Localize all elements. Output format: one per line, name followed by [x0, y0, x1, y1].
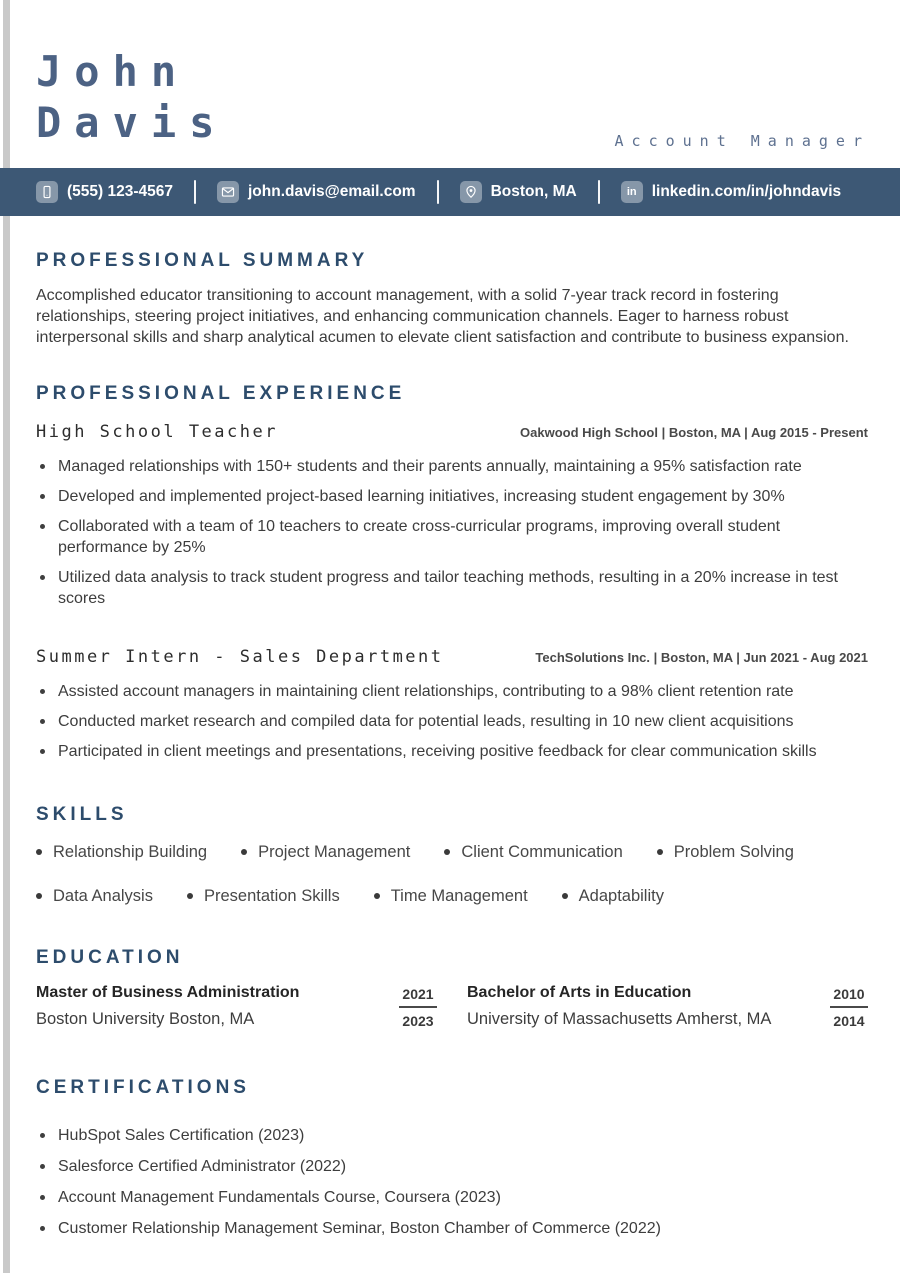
certification-item: Salesforce Certified Administrator (2022) — [36, 1157, 868, 1178]
bullet-dot-icon — [657, 849, 663, 855]
certification-item: HubSpot Sales Certification (2023) — [36, 1126, 868, 1147]
education-text — [467, 984, 771, 1029]
education-end-year: 2023 — [402, 1012, 434, 1029]
education-degree: Bachelor of Arts in Education — [467, 983, 692, 1001]
job-header — [36, 422, 868, 442]
linkedin-icon: in — [621, 181, 643, 203]
contact-phone — [36, 181, 173, 203]
section-title-summary: PROFESSIONAL SUMMARY — [36, 250, 369, 271]
skill-item — [36, 843, 207, 862]
job-title: High School Teacher — [36, 422, 278, 443]
candidate-job-title: Account Manager — [614, 132, 870, 150]
bullet-dot-icon — [36, 893, 42, 899]
education-item — [36, 984, 437, 1029]
skill-label: Presentation Skills — [203, 886, 340, 905]
candidate-first-name: John — [36, 47, 190, 96]
job-bullet: Participated in client meetings and presentations, receiving positive feedback for clear communication skills — [36, 742, 868, 763]
job-header — [36, 647, 868, 667]
resume-body — [0, 250, 900, 1240]
education-school: Boston University Boston, MA — [36, 1009, 255, 1028]
contact-bar — [0, 168, 900, 216]
skill-label: Relationship Building — [53, 842, 208, 861]
phone-icon — [36, 181, 58, 203]
skills-row — [36, 843, 868, 862]
bullet-dot-icon — [444, 849, 450, 855]
skill-label: Project Management — [258, 842, 411, 861]
education-text — [36, 984, 299, 1029]
skill-label: Data Analysis — [53, 886, 153, 905]
certification-item: Customer Relationship Management Seminar, Boston Chamber of Commerce (2022) — [36, 1219, 868, 1240]
resume-header — [0, 0, 900, 168]
bullet-dot-icon — [241, 849, 247, 855]
skill-label: Adaptability — [578, 886, 664, 905]
bullet-dot-icon — [187, 893, 193, 899]
section-title-skills: SKILLS — [36, 803, 128, 825]
skill-label: Client Communication — [461, 842, 623, 861]
job-meta: TechSolutions Inc. | Boston, MA | Jun 2021 - Aug 2021 — [535, 650, 868, 666]
job-bullet-list — [36, 457, 868, 610]
contact-linkedin — [621, 181, 841, 203]
job-meta: Oakwood High School | Boston, MA | Aug 2015 - Present — [520, 425, 868, 441]
job-bullet: Managed relationships with 150+ students and their parents annually, maintaining a 95% satisfaction rate — [36, 457, 868, 478]
job-title: Summer Intern - Sales Department — [36, 647, 444, 668]
education-years — [399, 986, 437, 1029]
email-icon — [217, 181, 239, 203]
skill-item — [374, 887, 528, 906]
job-bullet-list — [36, 682, 868, 763]
education-grid — [36, 984, 868, 1029]
bullet-dot-icon — [36, 849, 42, 855]
certification-list — [36, 1126, 868, 1240]
job-bullet: Assisted account managers in maintaining client relationships, contributing to a 98% client retention rate — [36, 682, 868, 703]
education-school: University of Massachusetts Amherst, MA — [467, 1009, 772, 1028]
skill-item — [36, 887, 153, 906]
candidate-last-name: Davis — [36, 98, 228, 147]
contact-separator — [598, 180, 600, 204]
education-start-year: 2021 — [399, 986, 437, 1008]
section-title-education: EDUCATION — [36, 946, 184, 968]
education-start-year: 2010 — [830, 986, 868, 1008]
section-title-certifications: CERTIFICATIONS — [36, 1076, 250, 1098]
skill-item — [444, 843, 622, 862]
skill-item — [562, 887, 664, 906]
certification-item: Account Management Fundamentals Course, Coursera (2023) — [36, 1188, 868, 1209]
contact-separator — [437, 180, 439, 204]
education-end-year: 2014 — [833, 1012, 865, 1029]
education-degree: Master of Business Administration — [36, 983, 300, 1001]
skill-item — [241, 843, 410, 862]
bullet-dot-icon — [562, 893, 568, 899]
location-pin-icon — [460, 181, 482, 203]
contact-phone-text: (555) 123-4567 — [67, 183, 173, 200]
job-bullet: Collaborated with a team of 10 teachers to create cross-curricular programs, improving overall student performance by 25% — [36, 517, 868, 559]
skill-label: Problem Solving — [673, 842, 794, 861]
job-bullet: Developed and implemented project-based learning initiatives, increasing student engagement by 30% — [36, 487, 868, 508]
contact-location-text: Boston, MA — [490, 183, 577, 200]
summary-paragraph: Accomplished educator transitioning to account management, with a solid 7-year track record in fostering relationships, steering project initiatives, and enhancing communication channels. Eager to harness robust interpersonal skills and sharp analytical acumen to elevate client satisfaction and contribute to business expansion. — [36, 287, 849, 347]
job-bullet: Conducted market research and compiled data for potential leads, resulting in 10 new client acquisitions — [36, 712, 868, 733]
education-years — [830, 986, 868, 1029]
contact-email — [217, 181, 416, 203]
section-title-experience: PROFESSIONAL EXPERIENCE — [36, 383, 406, 405]
education-item — [467, 984, 868, 1029]
skill-item — [657, 843, 794, 862]
contact-location — [460, 181, 577, 203]
skill-label: Time Management — [390, 886, 528, 905]
contact-email-text: john.davis@email.com — [248, 183, 416, 200]
job-bullet: Utilized data analysis to track student progress and tailor teaching methods, resulting in a 20% increase in test scores — [36, 568, 868, 610]
skills-row — [36, 887, 868, 906]
bullet-dot-icon — [374, 893, 380, 899]
skill-item — [187, 887, 340, 906]
contact-linkedin-text: linkedin.com/in/johndavis — [651, 183, 842, 200]
contact-separator — [194, 180, 196, 204]
